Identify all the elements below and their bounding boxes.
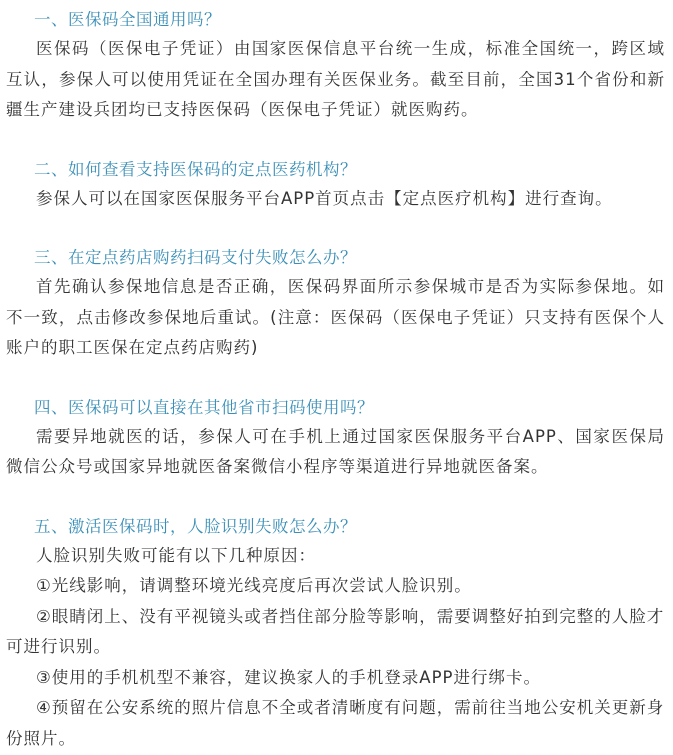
section-spacer	[6, 126, 665, 156]
faq-question-2: 二、如何查看支持医保码的定点医药机构？	[34, 159, 357, 179]
faq-section-4	[6, 394, 665, 483]
faq-answer-5-item-1: ①光线影响，请调整环境光线亮度后再次尝试人脸识别。	[36, 576, 472, 595]
section-spacer	[6, 214, 665, 244]
faq-question-5: 五、激活医保码时，人脸识别失败怎么办？	[34, 516, 357, 536]
faq-answer-2: 参保人可以在国家医保服务平台APP首页点击【定点医疗机构】进行查询。	[36, 188, 613, 208]
faq-answer-5-item-3: ③使用的手机机型不兼容，建议换家人的手机登录APP进行绑卡。	[36, 667, 541, 687]
section-spacer	[6, 364, 665, 394]
faq-answer-5-intro: 人脸识别失败可能有以下几种原因：	[36, 545, 316, 565]
faq-question-4: 四、医保码可以直接在其他省市扫码使用吗？	[34, 397, 374, 417]
faq-answer-3: 首先确认参保地信息是否正确，医保码界面所示参保城市是否为实际参保地。如不一致，点击修改参保地后重试。(注意：医保码（医保电子凭证）只支持有医保个人账户的职工医保在定点药店购药)	[6, 277, 665, 357]
faq-section-1	[6, 6, 665, 126]
faq-section-2	[6, 156, 665, 215]
faq-answer-5-item-2: ②眼睛闭上、没有平视镜头或者挡住部分脸等影响，需要调整好拍到完整的人脸才可进行识别。	[6, 606, 665, 656]
faq-question-3: 三、在定点药店购药扫码支付失败怎么办？	[34, 248, 357, 267]
faq-section-5	[6, 513, 665, 755]
faq-answer-5-item-4: ④预留在公安系统的照片信息不全或者清晰度有问题，需前往当地公安机关更新身份照片。	[6, 698, 665, 748]
faq-answer-1: 医保码（医保电子凭证）由国家医保信息平台统一生成，标准全国统一，跨区域互认，参保人可以使用凭证在全国办理有关医保业务。截至目前，全国31个省份和新疆生产建设兵团均已支持医保码（医保电子凭证）就医购药。	[6, 39, 665, 119]
faq-answer-4: 需要异地就医的话，参保人可在手机上通过国家医保服务平台APP、国家医保局微信公众号或国家异地就医备案微信小程序等渠道进行异地就医备案。	[6, 426, 665, 476]
faq-question-1: 一、医保码全国通用吗？	[34, 10, 221, 29]
faq-section-3	[6, 244, 665, 364]
section-spacer	[6, 483, 665, 513]
